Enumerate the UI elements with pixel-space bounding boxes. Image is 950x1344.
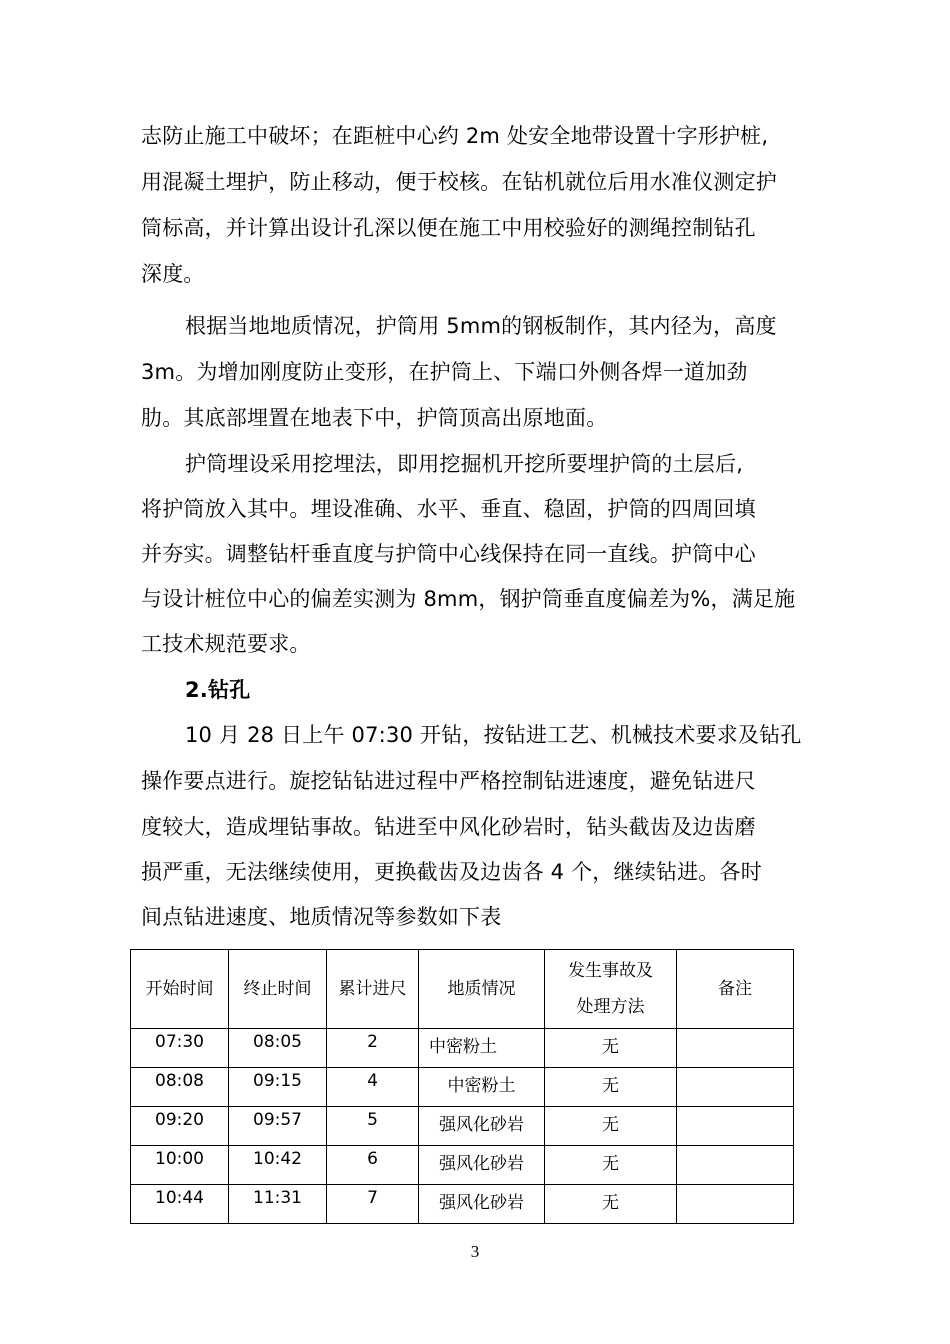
cell-footage: 6 (327, 1146, 419, 1185)
body-text-line: 间点钻进速度、地质情况等参数如下表 (141, 905, 502, 929)
cell-start-time: 10:44 (131, 1185, 229, 1224)
cell-start-time: 08:08 (131, 1068, 229, 1107)
cell-geology: 强风化砂岩 (419, 1146, 545, 1185)
cell-start-time: 10:00 (131, 1146, 229, 1185)
header-incident-handling (545, 950, 677, 1029)
cell-footage: 5 (327, 1107, 419, 1146)
table-row (131, 1068, 794, 1107)
body-text-line: 用混凝土埋护，防止移动，便于校核。在钻机就位后用水准仪测定护 (141, 170, 777, 194)
cell-incident: 无 (545, 1068, 677, 1107)
body-text-line: 工技术规范要求。 (141, 632, 311, 656)
cell-remarks (677, 1146, 794, 1185)
cell-remarks (677, 1029, 794, 1068)
cell-footage: 2 (327, 1029, 419, 1068)
cell-geology: 强风化砂岩 (419, 1185, 545, 1224)
cell-geology: 中密粉土 (419, 1068, 545, 1107)
body-text-line: 与设计桩位中心的偏差实测为 8mm，钢护筒垂直度偏差为%，满足施 (141, 587, 796, 611)
body-text-line: 肋。其底部埋置在地表下中，护筒顶高出原地面。 (141, 406, 608, 430)
body-text-line: 操作要点进行。旋挖钻钻进过程中严格控制钻进速度，避免钻进尺 (141, 769, 756, 793)
cell-geology: 中密粉土 (419, 1029, 545, 1068)
body-text-line: 护筒埋设采用挖埋法，即用挖掘机开挖所要埋护筒的土层后, (185, 452, 744, 476)
header-cumulative-footage: 累计进尺 (327, 950, 419, 1029)
header-incident-line-1: 发生事故及 (568, 961, 653, 981)
table-row (131, 1185, 794, 1224)
page-number: 3 (470, 1242, 480, 1261)
body-text-line: 度较大，造成埋钻事故。钻进至中风化砂岩时，钻头截齿及边齿磨 (141, 815, 756, 839)
cell-end-time: 09:57 (229, 1107, 327, 1146)
body-text-line: 根据当地地质情况，护筒用 5mm的钢板制作，其内径为，高度 (185, 314, 777, 338)
cell-end-time: 09:15 (229, 1068, 327, 1107)
body-text-line: 将护筒放入其中。埋设准确、水平、垂直、稳固，护筒的四周回填 (141, 497, 756, 521)
cell-incident: 无 (545, 1029, 677, 1068)
cell-start-time: 07:30 (131, 1029, 229, 1068)
cell-start-time: 09:20 (131, 1107, 229, 1146)
body-text-line: 筒标高，并计算出设计孔深以便在施工中用校验好的测绳控制钻孔 (141, 216, 756, 240)
body-text-line: 志防止施工中破坏；在距桩中心约 2m 处安全地带设置十字形护桩, (141, 124, 769, 148)
cell-end-time: 10:42 (229, 1146, 327, 1185)
header-remarks: 备注 (677, 950, 794, 1029)
header-start-time: 开始时间 (131, 950, 229, 1029)
header-incident-line-2: 处理方法 (576, 997, 645, 1017)
body-text-line: 并夯实。调整钻杆垂直度与护筒中心线保持在同一直线。护筒中心 (141, 542, 756, 566)
table-row (131, 1029, 794, 1068)
cell-end-time: 11:31 (229, 1185, 327, 1224)
cell-incident: 无 (545, 1185, 677, 1224)
cell-remarks (677, 1068, 794, 1107)
cell-footage: 4 (327, 1068, 419, 1107)
table-row (131, 1146, 794, 1185)
table-header-row (131, 950, 794, 1029)
cell-incident: 无 (545, 1146, 677, 1185)
cell-footage: 7 (327, 1185, 419, 1224)
cell-remarks (677, 1107, 794, 1146)
cell-geology: 强风化砂岩 (419, 1107, 545, 1146)
table-row (131, 1107, 794, 1146)
section-heading: 2.钻孔 (185, 678, 251, 702)
body-text-line: 深度。 (141, 262, 205, 286)
body-text-line: 10 月 28 日上午 07:30 开钻，按钻进工艺、机械技术要求及钻孔 (185, 723, 802, 747)
cell-end-time: 08:05 (229, 1029, 327, 1068)
cell-incident: 无 (545, 1107, 677, 1146)
cell-remarks (677, 1185, 794, 1224)
header-geology: 地质情况 (419, 950, 545, 1029)
header-end-time: 终止时间 (229, 950, 327, 1029)
body-text-line: 3m。为增加刚度防止变形，在护筒上、下端口外侧各焊一道加劲 (141, 360, 748, 384)
body-text-line: 损严重，无法继续使用，更换截齿及边齿各 4 个，继续钻进。各时 (141, 860, 762, 884)
drilling-record-table (130, 949, 794, 1224)
